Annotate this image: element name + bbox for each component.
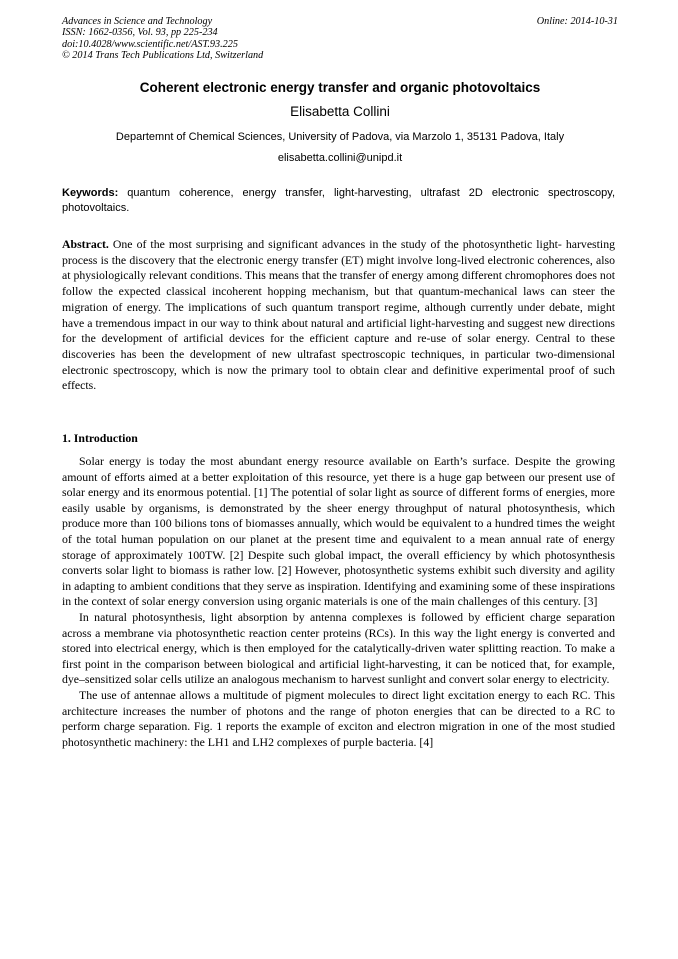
doi-line[interactable]: doi:10.4028/www.scientific.net/AST.93.225 <box>62 38 238 50</box>
copyright-line: © 2014 Trans Tech Publications Ltd, Switzerland <box>62 50 264 62</box>
online-date: Online: 2014-10-31 <box>536 16 618 27</box>
paragraph: The use of antennae allows a multitude of pigment molecules to direct light excitation energy to each RC. This architecture increases the number of photons and the range of photon energies that can be directed to a RC to perform charge separation. Fig. 1 reports the example of exciton and electron migration in one of the most studied photosynthetic machinery: the LH1 and LH2 complexes of purple bacteria. [4] <box>62 687 615 749</box>
paragraph: In natural photosynthesis, light absorption by antenna complexes is followed by efficient charge separation across a membrane via photosynthetic reaction center proteins (RCs). In this way the light energy is converted and stored into electrical energy, which is then employed for the catalytically-driven water splitting reaction. To make a first point in the comparison between biological and artificial light-harvesting, it can be noticed that, for example, dye–sensitized solar cells utilize an analogous mechanism to harvest sunlight and convert solar energy to electricity. <box>62 609 615 687</box>
issn-line: ISSN: 1662-0356, Vol. 93, pp 225-234 <box>62 27 218 39</box>
section-body <box>62 454 615 750</box>
abstract-text: One of the most surprising and significant advances in the study of the photosynthetic light- harvesting process is the discovery that the electronic energy transfer (ET) might involve long-lived electronic coherences, also at physiologically relevant conditions. This means that the transfer of energy among different chromophores does not follow the expected classical incoherent hopping mechanism, but that quantum-mechanical laws can steer the migration of energy. The implications of such quantum transport regime, although currently under debate, might have a tremendous impact in our way to think about natural and artificial light-harvesting and suggest new directions for the development of artificial devices for the efficient capture and re-use of solar energy. Central to these discoveries has been the development of new ultrafast spectroscopic techniques, in particular two-dimensional electronic spectroscopy, which is now the primary tool to obtain clear and definitive experimental proof of such effects. <box>62 237 616 393</box>
keywords-label: Keywords: <box>62 187 119 199</box>
keywords <box>62 186 615 216</box>
keywords-text: quantum coherence, energy transfer, light-harvesting, ultrafast 2D electronic spectroscopy, photovoltaics. <box>62 187 615 214</box>
paragraph: Solar energy is today the most abundant energy resource available on Earth’s surface. Despite the growing amount of efforts aimed at a better exploitation of this resource, yet there is a huge gap between our present use of solar energy and its enormous potential. [1] The potential of solar light as source of different forms of energies, more easily usable by organisms, is demonstrated by the sheer energy throughput of natural photosynthesis, which produce more than 100 bilions tons of biomasses annually, which would be equivalent to a hundred times the weight of the total human population on our planet at the present time and equivalent to a mean annual rate of energy storage of approximately 100TW. [2] Despite such global impact, the overall efficiency by which photosynthesis converts solar light to biomass is rather low. [2] However, photosynthetic systems exhibit such diversity and agility in adapting to ambient conditions that they serve as inspiration. Identifying and examining some of these inspirations in the context of solar energy conversion using organic materials is one of the main challenges of this century. [3] <box>62 454 615 609</box>
section-heading: 1. Introduction <box>62 431 138 445</box>
affiliation: Departemnt of Chemical Sciences, University of Padova, via Marzolo 1, 35131 Padova, Italy <box>115 131 565 143</box>
author-email[interactable]: elisabetta.collini@unipd.it <box>277 152 403 164</box>
journal-name: Advances in Science and Technology <box>62 16 213 27</box>
running-header <box>62 16 618 62</box>
abstract <box>62 237 615 394</box>
abstract-label: Abstract. <box>62 237 109 251</box>
paper-title: Coherent electronic energy transfer and organic photovoltaics <box>139 80 541 95</box>
author-name: Elisabetta Collini <box>290 104 390 119</box>
